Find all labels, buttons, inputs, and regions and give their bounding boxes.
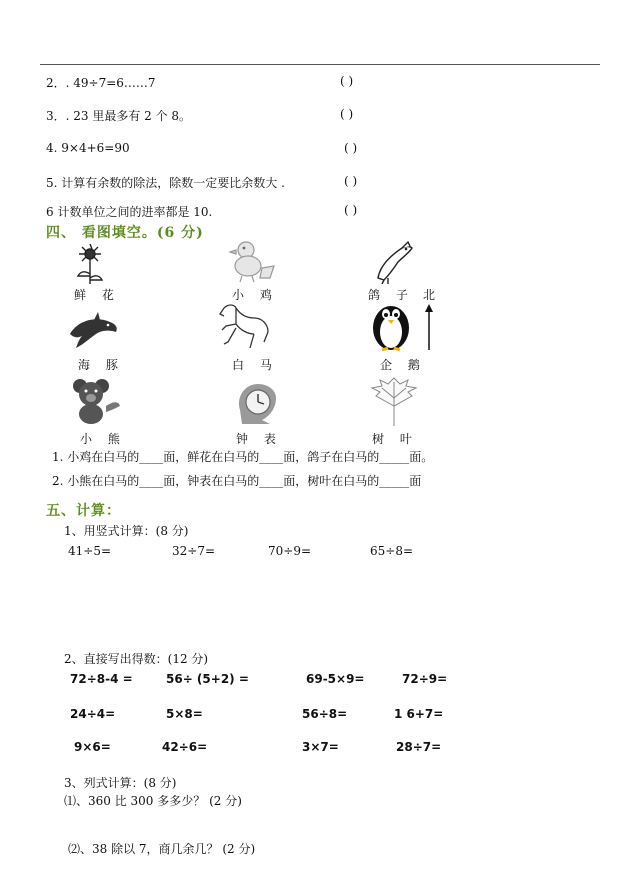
part3-q1: ⑴、360 比 300 多多少？ (2 分) bbox=[64, 794, 242, 808]
part3-q2: ⑵、38 除以 7，商几余几？ (2 分) bbox=[68, 842, 256, 856]
section5-title: 五、计算： bbox=[46, 503, 121, 519]
pigeon-icon bbox=[370, 240, 418, 284]
label-bear: 小 熊 bbox=[80, 432, 126, 446]
vertical-calc-4: 65÷8= bbox=[370, 544, 414, 558]
judge-q6: 6 计数单位之间的进率都是 10. bbox=[46, 205, 213, 219]
judge-q6-paren[interactable]: ( ) bbox=[344, 203, 358, 217]
vertical-calc-2: 32÷7= bbox=[172, 544, 216, 558]
oral-calc-r2c1: 24÷4= bbox=[70, 707, 116, 721]
oral-calc-r2c4: 1 6+7= bbox=[394, 707, 444, 721]
label-horse: 白 马 bbox=[232, 358, 278, 372]
judge-q3: 3．. 23 里最多有 2 个 8。 bbox=[46, 109, 192, 123]
oral-calc-r3c4: 28÷7= bbox=[396, 740, 442, 754]
vertical-calc-3: 70÷9= bbox=[268, 544, 312, 558]
fill-sentence-1[interactable]: 1. 小鸡在白马的____面，鲜花在白马的____面，鸽子在白马的_____面。 bbox=[52, 450, 434, 464]
oral-calc-r2c3: 56÷8= bbox=[302, 707, 348, 721]
horse-icon bbox=[214, 300, 276, 354]
label-penguin: 企 鹅 bbox=[380, 358, 426, 372]
oral-calc-r3c1: 9×6= bbox=[74, 740, 111, 754]
label-pigeon: 鸽 子 bbox=[368, 288, 414, 302]
part3-title: 3、列式计算：(8 分) bbox=[64, 776, 177, 790]
oral-calc-r1c2: 56÷ (5+2) = bbox=[166, 672, 249, 686]
judge-q5: 5. 计算有余数的除法，除数一定要比余数大 . bbox=[46, 176, 285, 190]
judge-q4: 4. 9×4+6=90 bbox=[46, 141, 130, 155]
north-arrow-icon bbox=[422, 302, 436, 352]
leaf-icon bbox=[366, 376, 422, 428]
label-flower: 鲜 花 bbox=[74, 288, 120, 302]
vertical-calc-1: 41÷5= bbox=[68, 544, 112, 558]
oral-calc-r1c4: 72÷9= bbox=[402, 672, 448, 686]
label-leaf: 树 叶 bbox=[372, 432, 418, 446]
judge-q2: 2．. 49÷7=6……7 bbox=[46, 76, 156, 90]
judge-q3-paren[interactable]: ( ) bbox=[340, 107, 354, 121]
judge-q5-paren[interactable]: ( ) bbox=[344, 174, 358, 188]
flower-icon bbox=[66, 240, 114, 286]
clock-icon bbox=[234, 380, 282, 426]
bear-icon bbox=[66, 376, 124, 426]
label-dolphin: 海 豚 bbox=[78, 358, 124, 372]
chick-icon bbox=[222, 238, 280, 284]
oral-calc-r2c2: 5×8= bbox=[166, 707, 203, 721]
label-clock: 钟 表 bbox=[236, 432, 282, 446]
judge-q4-paren[interactable]: ( ) bbox=[344, 141, 358, 155]
section4-title: 四、 看图填空。(6 分) bbox=[46, 225, 204, 241]
north-label: 北 bbox=[423, 288, 436, 302]
oral-calc-r1c3: 69-5×9= bbox=[306, 672, 365, 686]
top-rule bbox=[40, 64, 600, 65]
dolphin-icon bbox=[66, 308, 122, 352]
penguin-icon bbox=[366, 298, 416, 352]
judge-q2-paren[interactable]: ( ) bbox=[340, 74, 354, 88]
oral-calc-r3c3: 3×7= bbox=[302, 740, 339, 754]
fill-sentence-2[interactable]: 2. 小熊在白马的____面，钟表在白马的____面，树叶在白马的_____面 bbox=[52, 474, 422, 488]
oral-calc-r1c1: 72÷8-4 = bbox=[70, 672, 133, 686]
label-chick: 小 鸡 bbox=[232, 288, 278, 302]
oral-calc-r3c2: 42÷6= bbox=[162, 740, 208, 754]
part1-title: 1、用竖式计算：(8 分) bbox=[64, 524, 189, 538]
part2-title: 2、直接写出得数：(12 分) bbox=[64, 652, 209, 666]
